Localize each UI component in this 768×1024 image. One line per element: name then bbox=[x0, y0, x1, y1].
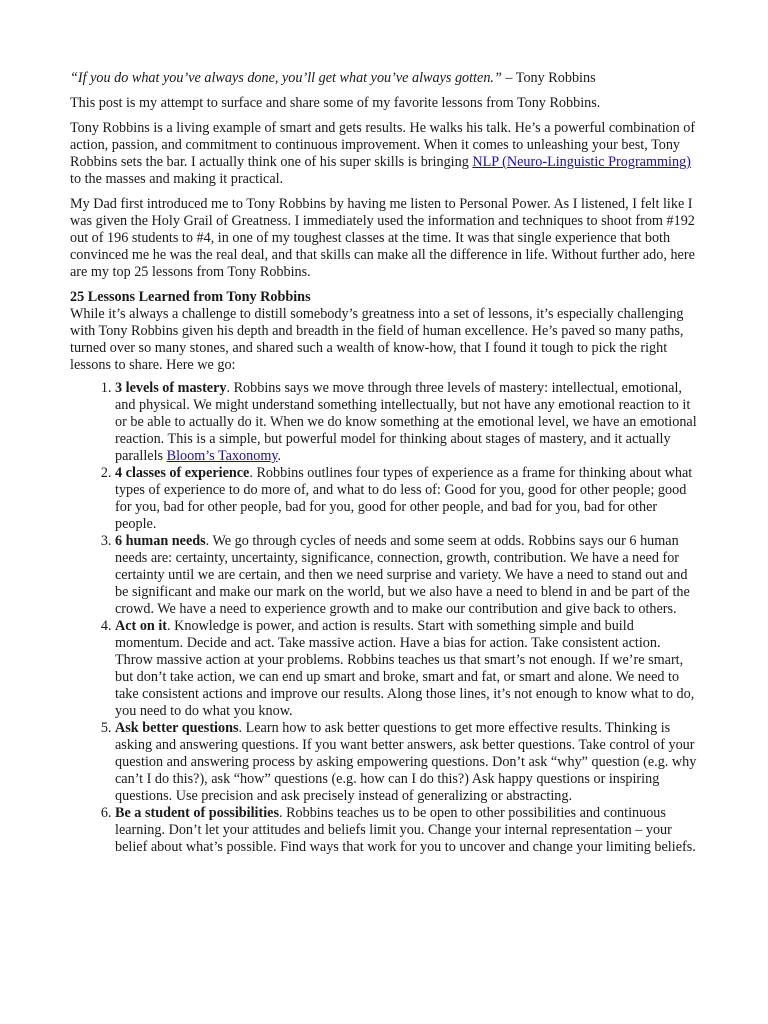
lesson-title: Ask better questions bbox=[115, 720, 239, 736]
opening-quote bbox=[70, 70, 698, 87]
robbins-description-paragraph bbox=[70, 120, 698, 188]
lesson-title: 6 human needs bbox=[115, 533, 206, 549]
lesson-item bbox=[115, 380, 698, 465]
nlp-link[interactable]: NLP (Neuro-Linguistic Programming) bbox=[472, 154, 691, 170]
lesson-item bbox=[115, 618, 698, 720]
lesson-body-end: . bbox=[277, 448, 282, 464]
lesson-body: . Robbins outlines four types of experience as a frame for thinking about what types of experience to do more of, and what to do less of: Good for you, good for other people; good for you, bad for other people, bad for you, good for other people, and bad for you, bad for other people. bbox=[115, 465, 693, 532]
lesson-item bbox=[115, 805, 698, 856]
lesson-body: . Learn how to ask better questions to get more effective results. Thinking is asking and answering questions. If you want better answers, ask better questions. Take control of your question and answering process by asking empowering questions. Don’t ask “why” question (e.g. why can’t I do this?), ask “how” questions (e.g. how can I do this?) Ask happy questions or inspiring questions. Use precision and ask precisely instead of generalizing or abstracting. bbox=[115, 720, 697, 804]
lessons-list bbox=[70, 380, 698, 856]
lesson-item bbox=[115, 720, 698, 805]
document-page bbox=[70, 70, 698, 856]
lesson-body: . Robbins says we move through three levels of mastery: intellectual, emotional, and physical. We might understand something intellectually, but not have any emotional reaction to it or be able to actually do it. When we do know something at the emotional level, we have an emotional reaction. This is a simple, but powerful model for thinking about stages of mastery, and it actually parallels bbox=[115, 380, 697, 464]
section-intro: While it’s always a challenge to distill somebody’s greatness into a set of lessons, it’s especially challenging with Tony Robbins given his depth and breadth in the field of human excellence. He’s paved so many paths, turned over so many stones, and shared such a wealth of know-how, that I found it tough to pick the right lessons to share. Here we go: bbox=[70, 306, 684, 373]
lesson-item bbox=[115, 465, 698, 533]
paragraph-text: Tony Robbins is a living example of smart and gets results. He walks his talk. He’s a powerful combination of action, passion, and commitment to continuous improvement. When it comes to unleashing your best, Tony Robbins sets the bar. I actually think one of his super skills is bringing bbox=[70, 120, 696, 170]
lesson-title: 3 levels of mastery bbox=[115, 380, 227, 396]
lesson-title: 4 classes of experience bbox=[115, 465, 250, 481]
personal-story-paragraph: My Dad first introduced me to Tony Robbins by having me listen to Personal Power. As I listened, I felt like I was given the Holy Grail of Greatness. I immediately used the information and techniques to shoot from #192 out of 196 students to #4, in one of my toughest classes at the time. It was that single experience that both convinced me he was the real deal, and that skills can make all the difference in life. Without further ado, here are my top 25 lessons from Tony Robbins. bbox=[70, 196, 695, 280]
paragraph-text-end: to the masses and making it practical. bbox=[70, 171, 284, 187]
blooms-taxonomy-link[interactable]: Bloom’s Taxonomy bbox=[166, 448, 278, 464]
quote-attribution: – Tony Robbins bbox=[501, 70, 596, 86]
lesson-body: . Knowledge is power, and action is results. Start with something simple and build momentum. Decide and act. Take massive action. Have a bias for action. Take consistent action. Throw massive action at your problems. Robbins teaches us that smart’s not enough. If we’re smart, but don’t take action, we can end up smart and broke, smart and fat, or smart and alone. We need to take consistent actions and improve our results. Along those lines, it’s not enough to know what to do, you need to do what you know. bbox=[115, 618, 695, 719]
lesson-title: Be a student of possibilities bbox=[115, 805, 279, 821]
section-heading: 25 Lessons Learned from Tony Robbins bbox=[70, 289, 311, 305]
lesson-body: . Robbins teaches us to be open to other possibilities and continuous learning. Don’t let your attitudes and beliefs limit you. Change your internal representation – your belief about what’s possible. Find ways that work for you to uncover and change your limiting beliefs. bbox=[115, 805, 696, 855]
intro-paragraph: This post is my attempt to surface and share some of my favorite lessons from Tony Robbins. bbox=[70, 95, 601, 111]
lesson-title: Act on it bbox=[115, 618, 168, 634]
lesson-item bbox=[115, 533, 698, 618]
quote-text: “If you do what you’ve always done, you’ll get what you’ve always gotten.” bbox=[70, 70, 502, 86]
lesson-body: . We go through cycles of needs and some seem at odds. Robbins says our 6 human needs are: certainty, uncertainty, significance, connection, growth, contribution. We have a need for certainty until we are certain, and then we need surprise and variety. We have a need to stand out and be significant and make our mark on the world, but we also have a need to blend in and be part of the crowd. We have a need to experience growth and to make our contribution and give back to others. bbox=[115, 533, 690, 617]
